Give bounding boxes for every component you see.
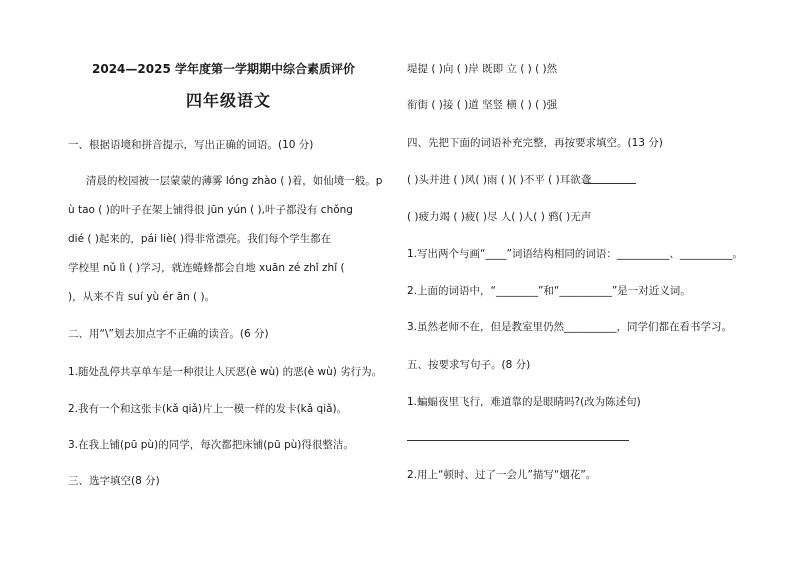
section-4-heading: 四、先把下面的词语补充完整，再按要求填空。(13 分) xyxy=(407,137,663,149)
section-1-line-3: dié ( )起来的，pái liè( )得非常漂亮。我们每个学生都在 xyxy=(68,233,332,245)
section-4-item-2: 2.上面的词语中，“________”和“__________”是一对近义词。 xyxy=(407,285,691,297)
section-1-heading: 一、根据语境和拼音提示，写出正确的词语。(10 分) xyxy=(68,139,314,151)
char-choice-row-1: 堤提 ( )向 ( )岸 既即 立 ( ) ( )然 xyxy=(407,63,558,75)
section-5-item-1: 1.蝙蝠夜里飞行，难道靠的是眼睛吗?(改为陈述句) xyxy=(407,396,641,408)
section-2-item-3: 3.在我上铺(pū pù)的同学，每次都把床铺(pū pù)得很整洁。 xyxy=(68,439,354,451)
section-1-line-4: 学校里 nǔ lì ( )学习，就连蜷蜂都会自地 xuān zé zhǐ zhǐ ( xyxy=(68,262,345,274)
answer-line[interactable] xyxy=(407,440,629,441)
section-4-item-1: 1.写出两个与画“____”词语结构相同的词语：__________、__________。 xyxy=(407,248,743,260)
idiom-row-2: ( )疲力竭 ( )疲( )尽 人( )人( ) 鸦( )无声 xyxy=(407,211,592,223)
idiom-underline-mark xyxy=(584,183,636,184)
section-1-line-5: )，从来不肯 suí yù ér ān ( )。 xyxy=(68,291,216,303)
section-5-heading: 五、按要求写句子。(8 分) xyxy=(407,359,531,371)
section-2-heading: 二、用“\”划去加点字不正确的读音。(6 分) xyxy=(68,328,269,340)
char-choice-row-2: 衔街 ( )接 ( )道 坚竖 横 ( ) ( )强 xyxy=(407,99,558,111)
exam-title: 2024—2025 学年度第一学期期中综合素质评价 xyxy=(92,62,355,76)
section-2-item-2: 2.我有一个和这张卡(kǎ qiǎ)片上一模一样的发卡(kǎ qiǎ)。 xyxy=(68,403,348,415)
grade-subject-title: 四年级语文 xyxy=(186,91,272,110)
section-3-heading: 三、选字填空(8 分) xyxy=(68,475,160,487)
section-4-item-3: 3.虽然老师不在，但是教室里仍然__________，同学们都在看书学习。 xyxy=(407,321,733,333)
idiom-row-1: ( )头并进 ( )风( )雨 ( )( )不平 ( )耳欲聋 xyxy=(407,174,592,186)
section-5-item-2: 2.用上“顿时、过了一会儿”描写“烟花”。 xyxy=(407,469,597,481)
section-1-line-1: 清晨的校园被一层蒙蒙的薄雾 lóng zhào ( )着，如仙境一般。p xyxy=(86,175,383,187)
section-2-item-1: 1.随处乱停共享单车是一种很让人厌恶(è wù) 的恶(è wù) 劣行为。 xyxy=(68,366,383,378)
section-1-line-2: ù tao ( )的叶子在架上铺得很 jūn yún ( ),叶子都没有 chǒng xyxy=(68,204,353,216)
